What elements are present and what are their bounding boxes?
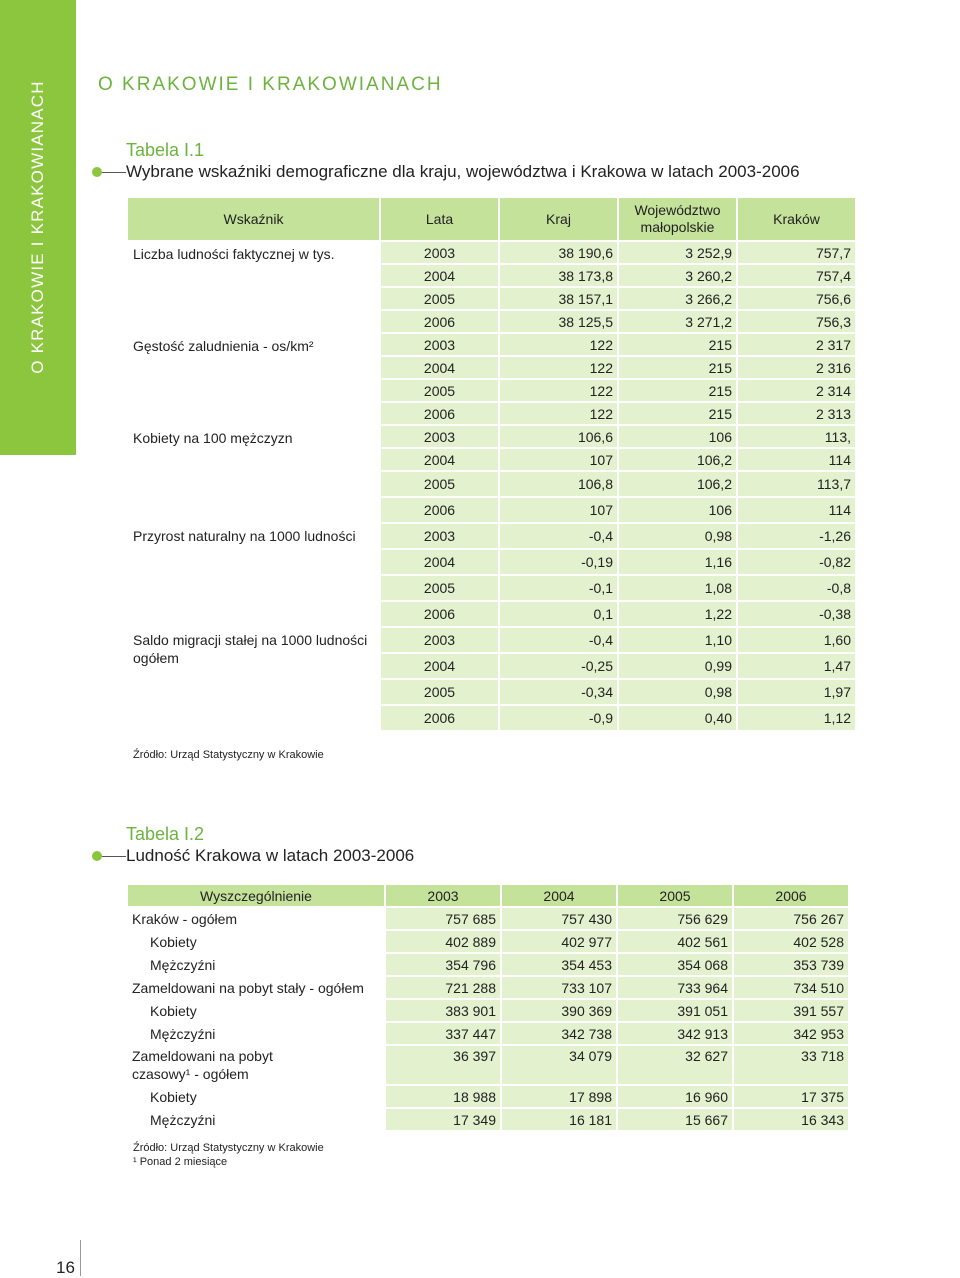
table1-value-cell: 0,40 <box>619 706 736 730</box>
table2-value-cell: 390 369 <box>502 1000 616 1021</box>
table2-row <box>128 1023 848 1044</box>
table1-value-cell: 0,1 <box>500 602 617 626</box>
table2-value-cell: 36 397 <box>386 1046 500 1084</box>
table1-value-cell: 756,3 <box>738 311 855 332</box>
table1-value-cell: 38 125,5 <box>500 311 617 332</box>
table1-value-cell: 215 <box>619 357 736 378</box>
page-number: 16 <box>56 1258 75 1277</box>
table2-value-cell: 391 557 <box>734 1000 848 1021</box>
table1-value-cell: 38 157,1 <box>500 288 617 309</box>
table1-value-cell: 2 316 <box>738 357 855 378</box>
table2-value-cell: 383 901 <box>386 1000 500 1021</box>
table1-value-cell: 114 <box>738 498 855 522</box>
table1-value-cell: -0,34 <box>500 680 617 704</box>
table1-year-cell: 2006 <box>381 311 498 332</box>
table1-value-cell: -0,19 <box>500 550 617 574</box>
table2-value-cell: 757 685 <box>386 908 500 929</box>
table2-header-cell: 2003 <box>386 885 500 906</box>
table2-row <box>128 977 848 998</box>
table1-value-cell: 122 <box>500 380 617 401</box>
table1-caption: Wybrane wskaźniki demograficzne dla kraju, województwa i Krakowa w latach 2003-2006 <box>126 162 800 181</box>
table1-value-cell: 3 252,9 <box>619 242 736 263</box>
table1-value-cell: 215 <box>619 380 736 401</box>
table1-body <box>128 242 855 730</box>
table1-year-cell: 2005 <box>381 680 498 704</box>
table1-year-cell: 2006 <box>381 498 498 522</box>
table2-row <box>128 1046 848 1084</box>
table2-value-cell: 18 988 <box>386 1086 500 1107</box>
table2-value-cell: 17 375 <box>734 1086 848 1107</box>
table2-value-cell: 15 667 <box>618 1109 732 1130</box>
table2-value-cell: 733 964 <box>618 977 732 998</box>
table1-value-cell: 122 <box>500 334 617 355</box>
table2-row <box>128 908 848 929</box>
table1-value-cell: 1,12 <box>738 706 855 730</box>
table2-header-cell: 2005 <box>618 885 732 906</box>
table1-year-cell: 2005 <box>381 380 498 401</box>
table1-group-label: Saldo migracji stałej na 1000 ludności ogółem <box>128 628 379 730</box>
table1-value-cell: 114 <box>738 449 855 470</box>
table1-value-cell: -0,4 <box>500 524 617 548</box>
table2-value-cell: 402 528 <box>734 931 848 952</box>
table1-value-cell: 106,2 <box>619 472 736 496</box>
table1-row <box>128 628 855 652</box>
table1-value-cell: -0,9 <box>500 706 617 730</box>
table1-group-label: Kobiety na 100 mężczyzn <box>128 426 379 522</box>
table2-row-label: Mężczyźni <box>128 1109 384 1130</box>
table1-value-cell: 3 266,2 <box>619 288 736 309</box>
table2-row <box>128 1109 848 1130</box>
table1-value-cell: 1,47 <box>738 654 855 678</box>
table1-value-cell: 0,98 <box>619 524 736 548</box>
table2-value-cell: 402 561 <box>618 931 732 952</box>
table2-source: Źródło: Urząd Statystyczny w Krakowie <box>133 1142 324 1154</box>
table1-value-cell: 106 <box>619 498 736 522</box>
table2 <box>126 883 850 1132</box>
table1-value-cell: 107 <box>500 498 617 522</box>
table2-value-cell: 32 627 <box>618 1046 732 1084</box>
table1-row <box>128 426 855 447</box>
table1-value-cell: 2 317 <box>738 334 855 355</box>
table1-year-cell: 2005 <box>381 472 498 496</box>
table1-year-cell: 2003 <box>381 242 498 263</box>
table1-year-cell: 2003 <box>381 628 498 652</box>
table2-value-cell: 17 349 <box>386 1109 500 1130</box>
table2-row-label: Kobiety <box>128 1086 384 1107</box>
page-divider <box>80 1240 81 1276</box>
table2-value-cell: 756 629 <box>618 908 732 929</box>
table1-year-cell: 2004 <box>381 550 498 574</box>
table1-value-cell: 0,98 <box>619 680 736 704</box>
table1-value-cell: 1,22 <box>619 602 736 626</box>
table2-value-cell: 734 510 <box>734 977 848 998</box>
table1-row <box>128 242 855 263</box>
table2-value-cell: 17 898 <box>502 1086 616 1107</box>
table2-value-cell: 353 739 <box>734 954 848 975</box>
table2-row <box>128 1000 848 1021</box>
table2-value-cell: 16 343 <box>734 1109 848 1130</box>
table1-year-cell: 2005 <box>381 288 498 309</box>
table1-value-cell: 113, <box>738 426 855 447</box>
table2-body <box>128 908 848 1130</box>
table2-row-label: Kobiety <box>128 931 384 952</box>
table1-group-label: Przyrost naturalny na 1000 ludności <box>128 524 379 626</box>
table2-value-cell: 337 447 <box>386 1023 500 1044</box>
table1-value-cell: 122 <box>500 357 617 378</box>
table1-row <box>128 524 855 548</box>
table1-year-cell: 2005 <box>381 576 498 600</box>
table2-value-cell: 342 738 <box>502 1023 616 1044</box>
table1-value-cell: -1,26 <box>738 524 855 548</box>
table1-year-cell: 2004 <box>381 449 498 470</box>
table1-value-cell: 106 <box>619 426 736 447</box>
sidebar-band <box>0 0 76 455</box>
table1-year-cell: 2004 <box>381 265 498 286</box>
table2-value-cell: 402 977 <box>502 931 616 952</box>
table1-header-cell: Wskaźnik <box>128 198 379 240</box>
table2-value-cell: 733 107 <box>502 977 616 998</box>
table2-row <box>128 931 848 952</box>
table1-year-cell: 2006 <box>381 403 498 424</box>
table2-row-label: Kraków - ogółem <box>128 908 384 929</box>
table1-group-label: Gęstość zaludnienia - os/km² <box>128 334 379 424</box>
table2-value-cell: 33 718 <box>734 1046 848 1084</box>
bullet-icon <box>92 167 102 177</box>
table2-header-cell: 2004 <box>502 885 616 906</box>
table2-value-cell: 757 430 <box>502 908 616 929</box>
table1-value-cell: 3 260,2 <box>619 265 736 286</box>
table1-header-cell: Kraj <box>500 198 617 240</box>
table1-value-cell: -0,1 <box>500 576 617 600</box>
table1-value-cell: 1,08 <box>619 576 736 600</box>
table1-year-cell: 2003 <box>381 524 498 548</box>
table1-label: Tabela I.1 <box>126 140 205 160</box>
table1-year-cell: 2006 <box>381 706 498 730</box>
table1-value-cell: 1,97 <box>738 680 855 704</box>
table2-value-cell: 402 889 <box>386 931 500 952</box>
table1-header-cell: Województwo małopolskie <box>619 198 736 240</box>
caption-rule <box>102 172 126 173</box>
table2-value-cell: 16 960 <box>618 1086 732 1107</box>
table2-value-cell: 342 953 <box>734 1023 848 1044</box>
table2-value-cell: 354 796 <box>386 954 500 975</box>
table2-label: Tabela I.2 <box>126 824 205 844</box>
table2-row <box>128 954 848 975</box>
table2-value-cell: 391 051 <box>618 1000 732 1021</box>
table2-header-cell: Wyszczególnienie <box>128 885 384 906</box>
table1-year-cell: 2004 <box>381 357 498 378</box>
table1-value-cell: 756,6 <box>738 288 855 309</box>
table1-value-cell: 106,8 <box>500 472 617 496</box>
table1-value-cell: 1,60 <box>738 628 855 652</box>
table1-row <box>128 334 855 355</box>
table2-value-cell: 354 453 <box>502 954 616 975</box>
table1-value-cell: 757,7 <box>738 242 855 263</box>
table1-value-cell: 113,7 <box>738 472 855 496</box>
table1-value-cell: 215 <box>619 334 736 355</box>
caption-rule <box>102 856 126 857</box>
table1-value-cell: 3 271,2 <box>619 311 736 332</box>
table2-footnote: ¹ Ponad 2 miesiące <box>133 1156 228 1168</box>
table2-value-cell: 34 079 <box>502 1046 616 1084</box>
table2-value-cell: 16 181 <box>502 1109 616 1130</box>
table1-value-cell: -0,38 <box>738 602 855 626</box>
table1-value-cell: 1,16 <box>619 550 736 574</box>
table1 <box>126 196 857 732</box>
table1-value-cell: 0,99 <box>619 654 736 678</box>
table2-row <box>128 1086 848 1107</box>
table1-source: Źródło: Urząd Statystyczny w Krakowie <box>133 749 324 761</box>
table1-value-cell: 107 <box>500 449 617 470</box>
table2-value-cell: 721 288 <box>386 977 500 998</box>
table1-value-cell: 106,2 <box>619 449 736 470</box>
table2-row-label: Kobiety <box>128 1000 384 1021</box>
table1-value-cell: 38 190,6 <box>500 242 617 263</box>
table1-value-cell: -0,4 <box>500 628 617 652</box>
table1-value-cell: -0,25 <box>500 654 617 678</box>
bullet-icon <box>92 851 102 861</box>
table1-value-cell: 106,6 <box>500 426 617 447</box>
table1-year-cell: 2004 <box>381 654 498 678</box>
table1-value-cell: 1,10 <box>619 628 736 652</box>
table2-header-cell: 2006 <box>734 885 848 906</box>
table1-value-cell: 215 <box>619 403 736 424</box>
table1-header-cell: Lata <box>381 198 498 240</box>
table1-value-cell: -0,82 <box>738 550 855 574</box>
table1-header-cell: Kraków <box>738 198 855 240</box>
table1-value-cell: 2 314 <box>738 380 855 401</box>
table2-value-cell: 342 913 <box>618 1023 732 1044</box>
table1-value-cell: 2 313 <box>738 403 855 424</box>
table1-value-cell: 757,4 <box>738 265 855 286</box>
table2-row-label: Mężczyźni <box>128 954 384 975</box>
table2-value-cell: 756 267 <box>734 908 848 929</box>
table2-value-cell: 354 068 <box>618 954 732 975</box>
sidebar-title: O KRAKOWIE I KRAKOWIANACH <box>28 80 47 374</box>
section-title: O KRAKOWIE I KRAKOWIANACH <box>98 74 443 95</box>
table2-caption: Ludność Krakowa w latach 2003-2006 <box>126 846 415 865</box>
table2-row-label: Mężczyźni <box>128 1023 384 1044</box>
table2-row-label: Zameldowani na pobyt czasowy¹ - ogółem <box>128 1046 384 1084</box>
table1-value-cell: 38 173,8 <box>500 265 617 286</box>
table2-row-label: Zameldowani na pobyt stały - ogółem <box>128 977 384 998</box>
table1-value-cell: 122 <box>500 403 617 424</box>
table1-group-label: Liczba ludności faktycznej w tys. <box>128 242 379 332</box>
table1-value-cell: -0,8 <box>738 576 855 600</box>
table1-year-cell: 2006 <box>381 602 498 626</box>
table1-year-cell: 2003 <box>381 426 498 447</box>
table1-year-cell: 2003 <box>381 334 498 355</box>
